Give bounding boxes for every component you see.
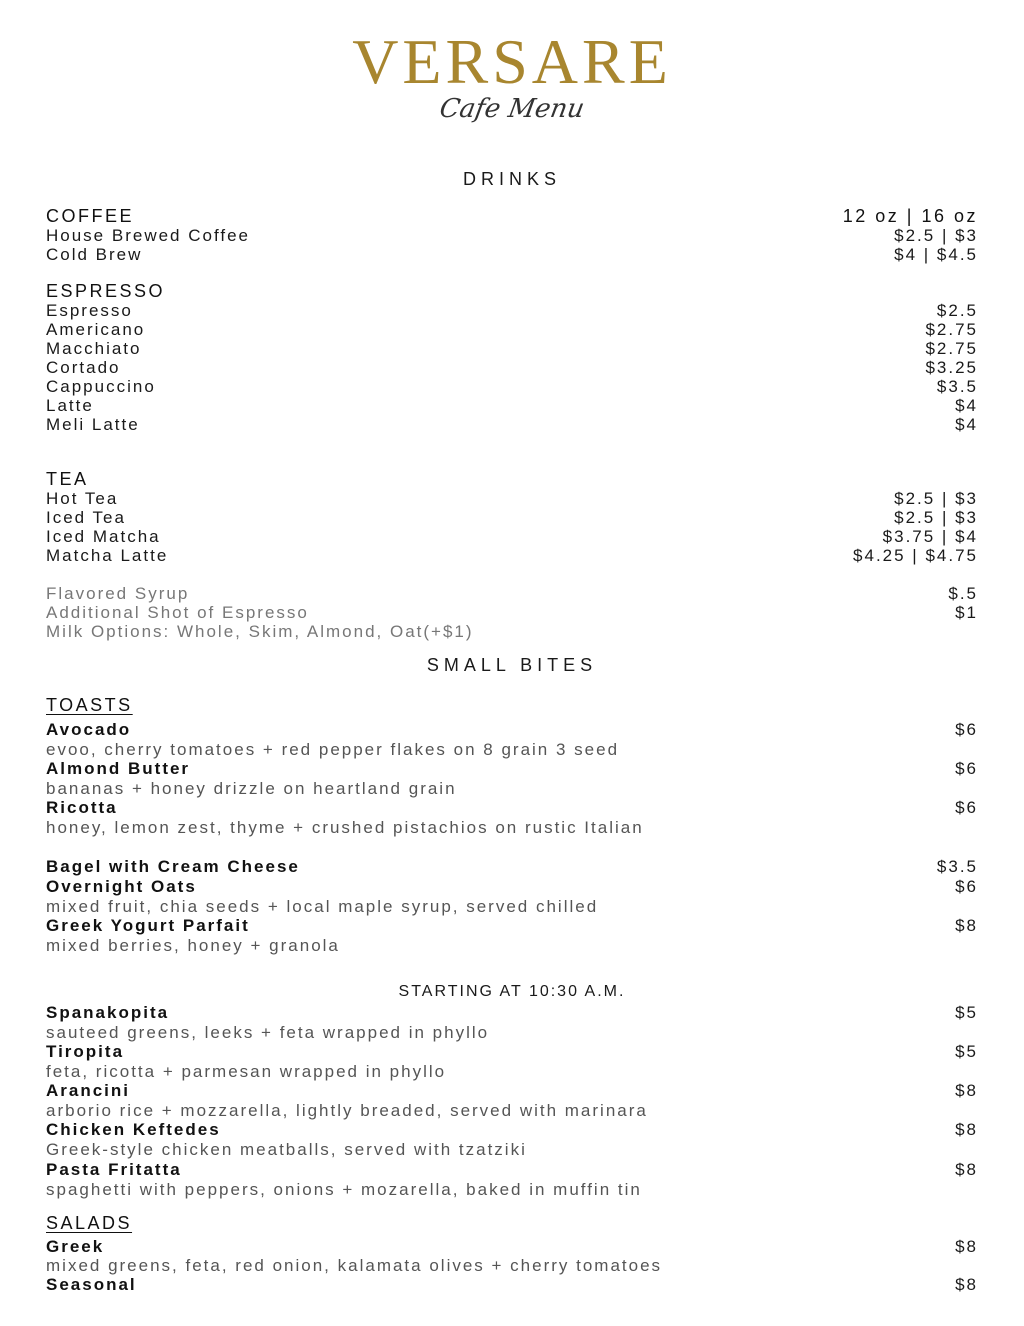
item-price: $8	[955, 916, 978, 935]
item-desc: arborio rice + mozzarella, lightly breaded, served with marinara	[46, 1101, 648, 1120]
item-description	[46, 1101, 978, 1120]
item-name: Seasonal	[46, 1275, 137, 1294]
item-name: Arancini	[46, 1081, 131, 1100]
item-price: $2.5 | $3	[894, 508, 978, 527]
item-price: $3.75 | $4	[882, 527, 978, 546]
menu-item	[46, 245, 978, 264]
menu-item	[46, 339, 978, 358]
brand-logo: VERSARE	[352, 26, 672, 97]
item-desc: evoo, cherry tomatoes + red pepper flakes on 8 grain 3 seed	[46, 740, 620, 759]
item-name: Iced Matcha	[46, 527, 161, 546]
item-price: $4 | $4.5	[894, 245, 978, 264]
item-price: $4.25 | $4.75	[853, 546, 978, 565]
extra-item	[46, 584, 978, 603]
item-desc: mixed berries, honey + granola	[46, 936, 340, 955]
item-price: $3.5	[936, 857, 978, 876]
item-description	[46, 1140, 978, 1159]
item-name: Almond Butter	[46, 759, 191, 778]
item-desc: bananas + honey drizzle on heartland grain	[46, 779, 457, 798]
item-description	[46, 779, 978, 798]
menu-item	[46, 415, 978, 434]
item-price: $8	[955, 1120, 978, 1139]
item-price: $8	[955, 1160, 978, 1179]
item-name: Macchiato	[46, 339, 142, 358]
item-price: $2.5	[936, 301, 978, 320]
item-price: $3.25	[925, 358, 978, 377]
menu-item	[46, 916, 978, 935]
menu-item	[46, 877, 978, 896]
item-name: House Brewed Coffee	[46, 226, 251, 245]
item-name: Overnight Oats	[46, 877, 197, 896]
menu-item	[46, 546, 978, 565]
category-label: TOASTS	[46, 695, 133, 715]
menu-item	[46, 226, 978, 245]
category-label: ESPRESSO	[46, 281, 166, 301]
section-title-drinks: DRINKS	[462, 169, 561, 189]
item-price: $2.5 | $3	[894, 489, 978, 508]
item-name: Espresso	[46, 301, 133, 320]
section-title-small-bites: SMALL BITES	[426, 655, 598, 675]
item-price: $3.5	[936, 377, 978, 396]
item-name: Greek	[46, 1237, 105, 1256]
item-price: $4	[955, 396, 978, 415]
item-price: $6	[955, 720, 978, 739]
menu-item	[46, 320, 978, 339]
item-name: Iced Tea	[46, 508, 126, 527]
item-price: $4	[955, 415, 978, 434]
item-name: Cappuccino	[46, 377, 156, 396]
category-header-tea	[46, 470, 978, 489]
item-desc: feta, ricotta + parmesan wrapped in phyllo	[46, 1062, 447, 1081]
menu-item	[46, 759, 978, 778]
item-name: Avocado	[46, 720, 132, 739]
size-label: 12 oz | 16 oz	[842, 206, 978, 226]
item-price: $2.5 | $3	[894, 226, 978, 245]
item-description	[46, 936, 978, 955]
item-description	[46, 1023, 978, 1042]
item-desc: spaghetti with peppers, onions + mozarella, baked in muffin tin	[46, 1180, 642, 1199]
category-header-espresso	[46, 282, 978, 301]
item-description	[46, 897, 978, 916]
category-label: TEA	[46, 469, 89, 489]
item-name: Bagel with Cream Cheese	[46, 857, 300, 876]
item-price: $6	[955, 798, 978, 817]
item-name: Matcha Latte	[46, 546, 169, 565]
menu-item	[46, 1237, 978, 1256]
item-description	[46, 1256, 978, 1275]
item-desc: sauteed greens, leeks + feta wrapped in phyllo	[46, 1023, 490, 1042]
item-description	[46, 1062, 978, 1081]
menu-item	[46, 857, 978, 876]
item-price: $6	[955, 759, 978, 778]
item-name: Meli Latte	[46, 415, 140, 434]
item-desc: honey, lemon zest, thyme + crushed pistachios on rustic Italian	[46, 818, 644, 837]
item-price: $8	[955, 1081, 978, 1100]
extra-item	[46, 622, 978, 641]
item-name: Hot Tea	[46, 489, 119, 508]
item-price: $2.75	[925, 339, 978, 358]
category-header-salads	[46, 1214, 978, 1233]
item-price: $.5	[948, 584, 978, 603]
item-name: Greek Yogurt Parfait	[46, 916, 250, 935]
item-price: $2.75	[925, 320, 978, 339]
menu-item	[46, 1003, 978, 1022]
item-price: $8	[955, 1237, 978, 1256]
menu-item	[46, 358, 978, 377]
menu-item	[46, 377, 978, 396]
item-price: $1	[955, 603, 978, 622]
item-description	[46, 1180, 978, 1199]
menu-item	[46, 527, 978, 546]
item-name: Cold Brew	[46, 245, 143, 264]
menu-subtitle: Cafe Menu	[437, 94, 587, 124]
menu-item	[46, 720, 978, 739]
menu-item	[46, 1042, 978, 1061]
item-desc: mixed fruit, chia seeds + local maple syrup, served chilled	[46, 897, 599, 916]
item-name: Tiropita	[46, 1042, 125, 1061]
menu-item	[46, 301, 978, 320]
menu-item	[46, 1275, 978, 1294]
item-name: Additional Shot of Espresso	[46, 603, 309, 622]
item-name: Milk Options: Whole, Skim, Almond, Oat(+$1)	[46, 622, 474, 641]
category-header-coffee	[46, 207, 978, 226]
item-price: $5	[955, 1042, 978, 1061]
item-description	[46, 818, 978, 837]
category-header-toasts	[46, 696, 978, 715]
item-price: $8	[955, 1275, 978, 1294]
menu-item	[46, 508, 978, 527]
extra-item	[46, 603, 978, 622]
menu-item	[46, 1120, 978, 1139]
menu-item	[46, 1081, 978, 1100]
item-desc: Greek-style chicken meatballs, served with tzatziki	[46, 1140, 527, 1159]
menu-item	[46, 1160, 978, 1179]
item-name: Pasta Fritatta	[46, 1160, 182, 1179]
item-name: Ricotta	[46, 798, 118, 817]
menu-item	[46, 396, 978, 415]
item-name: Latte	[46, 396, 94, 415]
subsection-title-starting-at: STARTING AT 10:30 A.M.	[398, 983, 626, 1000]
menu-item	[46, 489, 978, 508]
category-label: SALADS	[46, 1213, 133, 1233]
item-price: $6	[955, 877, 978, 896]
item-desc: mixed greens, feta, red onion, kalamata olives + cherry tomatoes	[46, 1256, 663, 1275]
item-name: Chicken Keftedes	[46, 1120, 221, 1139]
menu-item	[46, 798, 978, 817]
item-name: Spanakopita	[46, 1003, 170, 1022]
item-price: $5	[955, 1003, 978, 1022]
item-description	[46, 740, 978, 759]
item-name: Flavored Syrup	[46, 584, 190, 603]
item-name: Cortado	[46, 358, 121, 377]
item-name: Americano	[46, 320, 146, 339]
category-label: COFFEE	[46, 206, 135, 226]
